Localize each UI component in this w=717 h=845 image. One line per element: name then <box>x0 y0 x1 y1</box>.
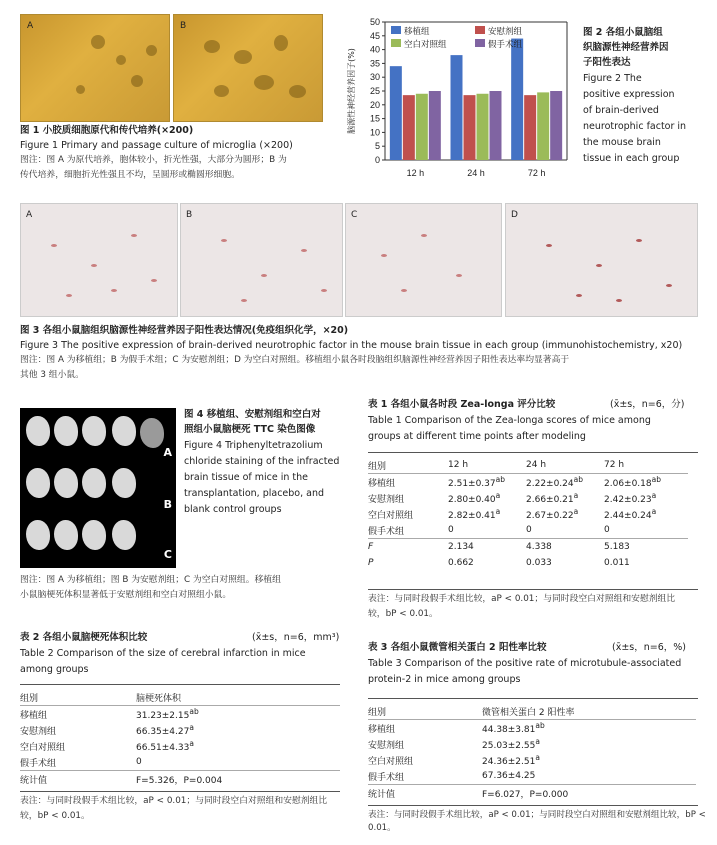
table1-cell: 0 <box>604 525 610 535</box>
fig3-panel-d-image <box>505 203 698 317</box>
table2-note-line1: 表注：与同时段假手术组比较，aP < 0.01；与同时段空白对照组和安慰剂组比 <box>20 796 328 806</box>
table-row <box>368 490 688 506</box>
table-row <box>20 706 340 723</box>
bar <box>524 95 536 160</box>
table2-header: 脑梗死体积 <box>136 693 182 704</box>
table3-note: 表注：与同时段假手术组比较，aP < 0.01；与同时段空白对照组和安慰剂组比较，bP < 0.01。 <box>368 810 706 833</box>
table1-f-value: 5.183 <box>604 542 630 552</box>
table1-f-value: 2.134 <box>448 542 474 552</box>
table3-cell: 空白对照组 <box>368 756 414 767</box>
bar <box>403 95 415 160</box>
table1-f-value: 4.338 <box>526 542 552 552</box>
table-row <box>368 768 696 785</box>
table1-f-label: F <box>368 542 374 552</box>
table-row <box>20 722 340 738</box>
table2 <box>20 689 340 787</box>
table-row <box>368 506 688 522</box>
fig1-panel-a-image <box>20 14 170 122</box>
table1-cell: 2.51±0.37 <box>448 479 496 489</box>
table1-sup: a <box>495 491 501 500</box>
fig1-title-cn: 图 1 小胶质细胞原代和传代培养(×200) <box>20 125 194 136</box>
fig3-panel-c-image <box>345 203 502 317</box>
fig2-title-en-line2: positive expression <box>583 89 675 100</box>
table3-stat-value: F=6.027，P=0.000 <box>482 789 569 800</box>
table1-sup: a <box>495 507 501 516</box>
bar <box>490 91 502 160</box>
table1-header-row <box>368 457 688 474</box>
y-tick-label: 35 <box>369 58 380 69</box>
table3 <box>368 703 696 801</box>
table3-cell: 25.03±2.55 <box>482 741 536 751</box>
table1-cell: 0 <box>526 525 532 535</box>
table1-p-row <box>368 555 688 571</box>
table3-stat-label: 统计值 <box>368 789 396 800</box>
bar <box>429 91 441 160</box>
table1-sup: a <box>651 507 657 516</box>
table1-sup: a <box>573 507 579 516</box>
fig2-title-cn-line2: 织脑源性神经营养因 <box>583 42 669 53</box>
table1-header: 12 h <box>448 460 469 470</box>
table-row <box>368 474 688 491</box>
fig2-title-en-line5: the mouse brain <box>583 137 661 148</box>
x-tick-label: 72 h <box>527 168 546 178</box>
y-tick-label: 0 <box>374 155 380 165</box>
bar <box>550 91 562 160</box>
table1-sup: a <box>651 491 657 500</box>
table1-sup: ab <box>573 475 583 484</box>
y-tick-label: 20 <box>369 99 380 110</box>
fig3-note-line1: 图注：图 A 为移植组；B 为假手术组；C 为安慰剂组；D 为空白对照组。移植组小鼠各时段脑组织脑源性神经营养因子阳性表达率均显著高于 <box>20 355 570 365</box>
legend-swatch <box>475 39 485 47</box>
table1-title-en-line2: groups at different time points after modeling <box>368 431 586 442</box>
table1-cell: 空白对照组 <box>368 510 414 521</box>
table3-cell: 67.36±4.25 <box>482 771 536 781</box>
fig4-panel-a-label: A <box>163 446 172 459</box>
fig4-title-en-line2: chloride staining of the infracted <box>184 456 340 467</box>
y-tick-label: 50 <box>369 17 380 27</box>
table3-cell: 安慰剂组 <box>368 740 405 751</box>
table2-sup: a <box>189 723 194 732</box>
table2-header: 组别 <box>20 693 39 704</box>
legend-swatch <box>391 26 401 34</box>
table1-cell: 假手术组 <box>368 526 405 537</box>
y-tick-label: 30 <box>369 72 380 83</box>
legend-label: 安慰剂组 <box>488 27 523 37</box>
table3-title-en-line1: Table 3 Comparison of the positive rate of microtubule-associated <box>368 658 682 669</box>
fig2-title-cn-line3: 子阳性表达 <box>583 57 631 68</box>
table1-f-row <box>368 539 688 556</box>
table3-sup: ab <box>535 721 545 730</box>
table1-p-value: 0.033 <box>526 558 552 568</box>
table2-title-cn: 表 2 各组小鼠脑梗死体积比较 <box>20 632 148 643</box>
table1-cell: 移植组 <box>368 478 396 489</box>
x-tick-label: 12 h <box>406 168 425 178</box>
fig4-panel-b-label: B <box>163 498 172 511</box>
fig1-panel-b-image <box>173 14 323 122</box>
fig4-ttc-image <box>20 408 176 568</box>
table2-sup: a <box>189 739 194 748</box>
table3-header: 微管相关蛋白 2 阳性率 <box>482 707 575 718</box>
table2-cell: 31.23±2.15 <box>136 711 190 721</box>
table2-cell: 66.35±4.27 <box>136 727 190 737</box>
legend-label: 假手术组 <box>488 40 523 50</box>
table2-cell: 空白对照组 <box>20 742 66 753</box>
table2-unit: (x̄±s，n=6，mm³) <box>252 632 340 643</box>
fig3-panel-a-label: A <box>26 210 33 220</box>
bar <box>451 55 463 160</box>
fig4-title-en-line3: brain tissue of mice in the <box>184 472 309 483</box>
table1-p-value: 0.011 <box>604 558 630 568</box>
y-tick-label: 40 <box>369 44 380 55</box>
fig2-title-en-line1: Figure 2 The <box>583 73 642 84</box>
table-row <box>368 752 696 768</box>
bar <box>537 92 549 160</box>
table1-p-label: P <box>368 558 374 568</box>
table1-note-line1: 表注：与同时段假手术组比较，aP < 0.01；与同时段空白对照组和安慰剂组比 <box>368 594 676 604</box>
bar <box>464 95 476 160</box>
table3-stat-row <box>368 785 696 802</box>
table1-note-line2: 较，bP < 0.01。 <box>368 609 438 619</box>
x-tick-label: 24 h <box>467 168 485 178</box>
table3-cell: 24.36±2.51 <box>482 757 536 767</box>
fig3-panel-a-image <box>20 203 178 317</box>
fig3-panel-b-image <box>180 203 343 317</box>
table1-cell: 安慰剂组 <box>368 494 405 505</box>
table2-stat-label: 统计值 <box>20 775 48 786</box>
table2-header-row <box>20 689 340 706</box>
fig4-title-cn-line1: 图 4 移植组、安慰剂组和空白对 <box>184 409 321 420</box>
fig1-panel-b-label: B <box>180 21 187 31</box>
bar <box>511 39 523 160</box>
table1-cell: 2.66±0.21 <box>526 495 574 505</box>
table1-title-en-line1: Table 1 Comparison of the Zea-longa scores of mice among <box>368 415 651 426</box>
table2-cell: 假手术组 <box>20 758 57 769</box>
legend-label: 移植组 <box>404 27 430 37</box>
fig4-note-line2: 小鼠脑梗死体积显著低于安慰剂组和空白对照组小鼠。 <box>20 590 232 600</box>
table1-cell: 2.80±0.40 <box>448 495 496 505</box>
table3-header-row <box>368 703 696 720</box>
fig2-title-cn-line1: 图 2 各组小鼠脑组 <box>583 27 663 38</box>
table-row <box>368 736 696 752</box>
fig3-title-cn: 图 3 各组小鼠脑组织脑源性神经营养因子阳性表达情况(免疫组织化学，×20) <box>20 325 349 336</box>
fig3-panel-b-label: B <box>186 210 193 220</box>
y-tick-label: 45 <box>369 30 380 41</box>
table1-sup: a <box>573 491 579 500</box>
fig4-title-cn-line2: 照组小鼠脑梗死 TTC 染色图像 <box>184 424 316 435</box>
table2-sup: ab <box>189 707 199 716</box>
y-tick-label: 25 <box>369 86 380 96</box>
fig2-title-en-line3: of brain-derived <box>583 105 659 116</box>
table-row <box>20 738 340 754</box>
legend-swatch <box>391 39 401 47</box>
table1 <box>368 457 688 571</box>
y-tick-label: 5 <box>374 141 380 152</box>
table3-cell: 44.38±3.81 <box>482 725 536 735</box>
table1-cell: 2.82±0.41 <box>448 511 496 521</box>
table2-note-line2: 较，bP < 0.01。 <box>20 811 90 821</box>
fig1-note-line1: 图注：图 A 为原代培养，胞体较小，折光性强，大部分为圆形；B 为 <box>20 155 287 165</box>
table1-cell: 2.44±0.24 <box>604 511 652 521</box>
table1-p-value: 0.662 <box>448 558 474 568</box>
fig3-panel-d-label: D <box>511 210 518 220</box>
table1-cell: 2.06±0.18 <box>604 479 652 489</box>
fig2-title-en-line6: tissue in each group <box>583 153 680 164</box>
table2-cell: 安慰剂组 <box>20 726 57 737</box>
fig1-note-line2: 传代培养，细胞折光性强且不均，呈圆形或椭圆形细胞。 <box>20 170 240 180</box>
table-row <box>20 754 340 771</box>
table1-sup: ab <box>495 475 505 484</box>
table1-header: 组别 <box>368 461 387 472</box>
fig4-title-en-line5: blank control groups <box>184 504 282 515</box>
table2-cell: 66.51±4.33 <box>136 743 190 753</box>
table1-title-cn: 表 1 各组小鼠各时段 Zea-longa 评分比较 <box>368 399 556 410</box>
fig4-panel-c-label: C <box>163 548 172 561</box>
table2-title-en-line2: among groups <box>20 664 89 675</box>
table-row <box>368 522 688 539</box>
table3-sup: a <box>535 753 540 762</box>
fig3-panel-c-label: C <box>351 210 358 220</box>
y-axis-label: 脑源性神经营养因子(%) <box>347 48 356 134</box>
bar <box>416 94 428 160</box>
fig1-title-en: Figure 1 Primary and passage culture of microglia (×200) <box>20 140 293 151</box>
table2-cell: 0 <box>136 757 142 767</box>
fig4-title-en-line4: transplantation, placebo, and <box>184 488 325 499</box>
table3-cell: 移植组 <box>368 724 396 735</box>
table3-header: 组别 <box>368 707 387 718</box>
table1-unit: (x̄±s，n=6，分) <box>610 399 685 410</box>
table1-cell: 2.42±0.23 <box>604 495 652 505</box>
table2-title-en-line1: Table 2 Comparison of the size of cerebral infarction in mice <box>20 648 306 659</box>
fig3-note-line2: 其他 3 组小鼠。 <box>20 370 84 380</box>
table1-cell: 0 <box>448 525 454 535</box>
table2-stat-value: F=5.326，P=0.004 <box>136 775 223 786</box>
fig4-title-en-line1: Figure 4 Triphenyltetrazolium <box>184 440 323 451</box>
table-row <box>368 720 696 737</box>
table1-cell: 2.67±0.22 <box>526 511 574 521</box>
table1-cell: 2.22±0.24 <box>526 479 574 489</box>
table3-unit: (x̄±s，n=6，%) <box>612 642 686 653</box>
bar <box>390 66 402 160</box>
table3-sup: a <box>535 737 540 746</box>
table3-cell: 假手术组 <box>368 772 405 783</box>
y-tick-label: 15 <box>369 113 380 124</box>
bar <box>477 94 489 160</box>
table1-sup: ab <box>651 475 661 484</box>
table1-header: 72 h <box>604 460 625 470</box>
fig1-panel-a-label: A <box>27 21 34 31</box>
table2-cell: 移植组 <box>20 710 48 721</box>
table2-stat-row <box>20 771 340 788</box>
fig4-note-line1: 图注：图 A 为移植组；图 B 为安慰剂组；C 为空白对照组。移植组 <box>20 575 281 585</box>
fig3-title-en: Figure 3 The positive expression of brain-derived neurotrophic factor in the mouse brain tissue in each group (immunohistochemistry, x20) <box>20 340 683 351</box>
fig2-title-en-line4: neurotrophic factor in <box>583 121 687 132</box>
table3-title-cn: 表 3 各组小鼠微管相关蛋白 2 阳性率比较 <box>368 642 547 653</box>
legend-swatch <box>475 26 485 34</box>
y-tick-label: 10 <box>369 127 380 138</box>
legend-label: 空白对照组 <box>404 40 447 50</box>
table1-header: 24 h <box>526 460 547 470</box>
fig2-bar-chart <box>345 10 575 185</box>
table3-title-en-line2: protein-2 in mice among groups <box>368 674 521 685</box>
